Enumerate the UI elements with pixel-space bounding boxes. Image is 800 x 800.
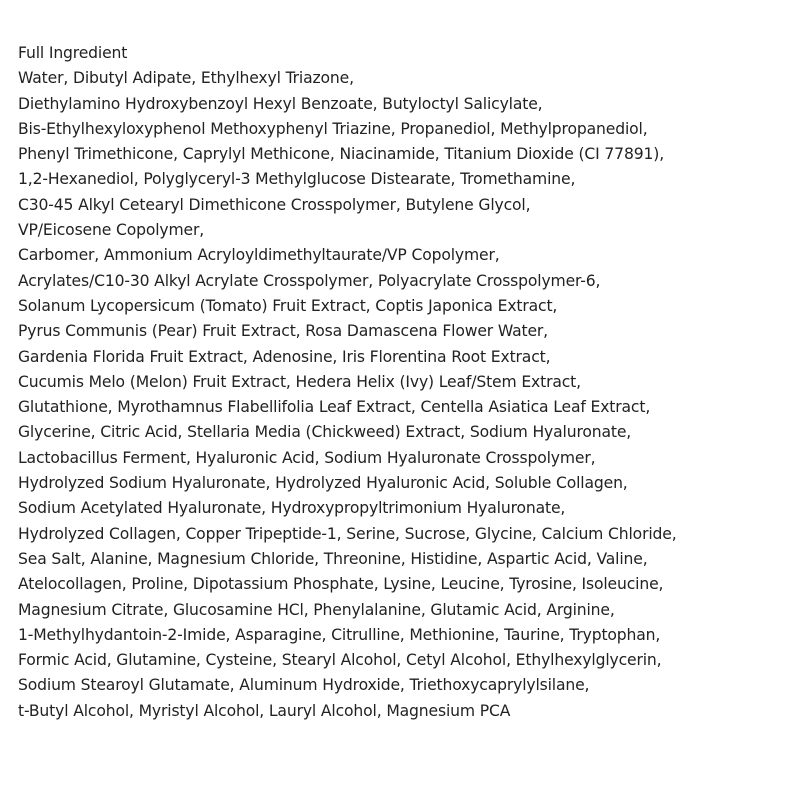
- ingredient-line: Gardenia Florida Fruit Extract, Adenosine, Iris Florentina Root Extract,: [18, 347, 551, 366]
- ingredient-line: Sodium Acetylated Hyaluronate, Hydroxypropyltrimonium Hyaluronate,: [18, 499, 566, 518]
- ingredient-line: t-Butyl Alcohol, Myristyl Alcohol, Lauryl Alcohol, Magnesium PCA: [18, 701, 511, 720]
- ingredient-line: Formic Acid, Glutamine, Cysteine, Stearyl Alcohol, Cetyl Alcohol, Ethylhexylglycerin,: [18, 651, 662, 670]
- ingredient-list: [18, 41, 794, 724]
- ingredient-line: 1-Methylhydantoin-2-Imide, Asparagine, Citrulline, Methionine, Taurine, Tryptophan,: [18, 625, 661, 644]
- ingredient-line: Sodium Stearoyl Glutamate, Aluminum Hydroxide, Triethoxycaprylylsilane,: [18, 676, 590, 695]
- ingredient-line: Phenyl Trimethicone, Caprylyl Methicone, Niacinamide, Titanium Dioxide (CI 77891),: [18, 145, 664, 164]
- ingredient-line: Carbomer, Ammonium Acryloyldimethyltaurate/VP Copolymer,: [18, 246, 500, 265]
- ingredient-line: VP/Eicosene Copolymer,: [18, 221, 205, 240]
- ingredient-line: Pyrus Communis (Pear) Fruit Extract, Rosa Damascena Flower Water,: [18, 322, 548, 341]
- ingredient-line: C30-45 Alkyl Cetearyl Dimethicone Crosspolymer, Butylene Glycol,: [18, 195, 531, 214]
- ingredient-line: Glutathione, Myrothamnus Flabellifolia Leaf Extract, Centella Asiatica Leaf Extract,: [18, 398, 651, 417]
- ingredient-line: Atelocollagen, Proline, Dipotassium Phosphate, Lysine, Leucine, Tyrosine, Isoleucine,: [18, 575, 664, 594]
- ingredient-line: Water, Dibutyl Adipate, Ethylhexyl Triazone,: [18, 69, 354, 88]
- ingredient-heading: Full Ingredient: [18, 44, 128, 62]
- ingredient-line: Diethylamino Hydroxybenzoyl Hexyl Benzoate, Butyloctyl Salicylate,: [18, 94, 543, 113]
- ingredient-line: Hydrolyzed Sodium Hyaluronate, Hydrolyzed Hyaluronic Acid, Soluble Collagen,: [18, 474, 628, 493]
- ingredient-line: Sea Salt, Alanine, Magnesium Chloride, Threonine, Histidine, Aspartic Acid, Valine,: [18, 549, 648, 568]
- ingredient-line: Acrylates/C10-30 Alkyl Acrylate Crosspolymer, Polyacrylate Crosspolymer-6,: [18, 271, 601, 290]
- ingredient-line: Hydrolyzed Collagen, Copper Tripeptide-1, Serine, Sucrose, Glycine, Calcium Chloride,: [18, 524, 677, 543]
- ingredient-line: Magnesium Citrate, Glucosamine HCl, Phenylalanine, Glutamic Acid, Arginine,: [18, 600, 615, 619]
- ingredient-line: 1,2-Hexanediol, Polyglyceryl-3 Methylglucose Distearate, Tromethamine,: [18, 170, 576, 189]
- ingredient-line: Solanum Lycopersicum (Tomato) Fruit Extract, Coptis Japonica Extract,: [18, 296, 558, 315]
- ingredient-line: Glycerine, Citric Acid, Stellaria Media (Chickweed) Extract, Sodium Hyaluronate,: [18, 423, 632, 442]
- ingredient-line: Cucumis Melo (Melon) Fruit Extract, Hedera Helix (Ivy) Leaf/Stem Extract,: [18, 372, 581, 391]
- ingredient-line: Bis-Ethylhexyloxyphenol Methoxyphenyl Triazine, Propanediol, Methylpropanediol,: [18, 119, 648, 138]
- ingredient-line: Lactobacillus Ferment, Hyaluronic Acid, Sodium Hyaluronate Crosspolymer,: [18, 448, 596, 467]
